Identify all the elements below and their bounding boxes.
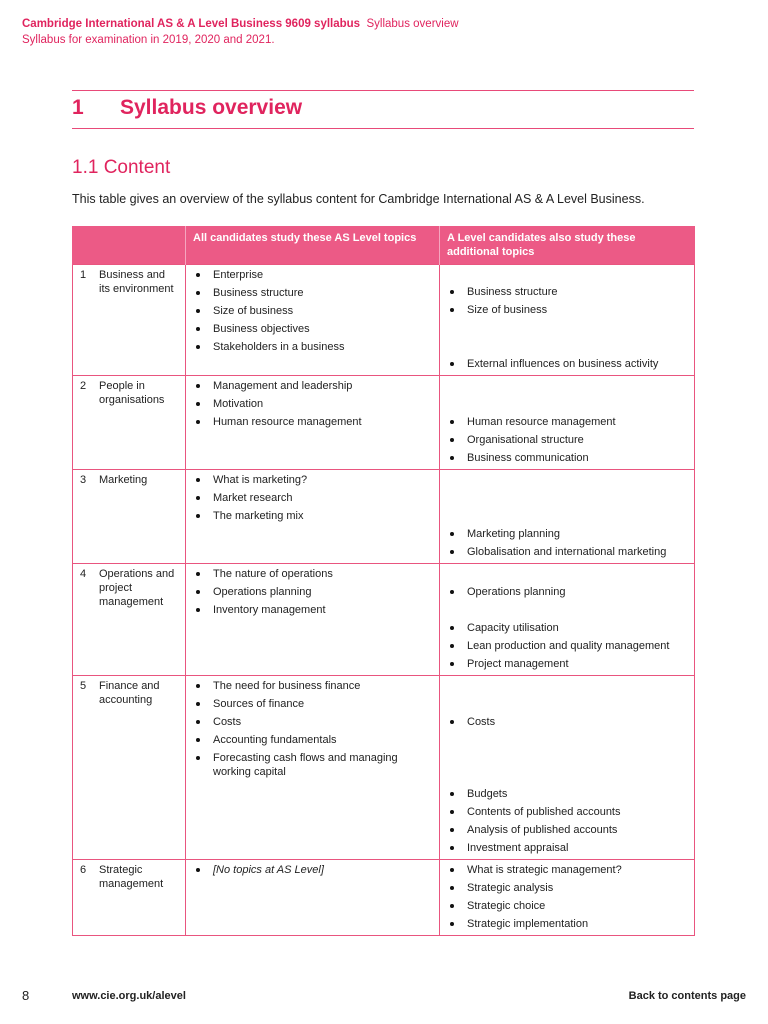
header-exam-years: Syllabus for examination in 2019, 2020 and 2021. <box>22 34 275 46</box>
as-topic-item: Operations planning <box>193 585 432 599</box>
as-topic-item: Accounting fundamentals <box>193 733 432 747</box>
a-level-topic-item: Budgets <box>447 787 687 801</box>
table-row <box>73 676 695 860</box>
as-topic-item: Human resource management <box>193 415 432 429</box>
topic-number: 1 <box>80 269 87 281</box>
as-topics-cell <box>186 860 440 936</box>
syllabus-table <box>72 226 695 936</box>
intro-paragraph: This table gives an overview of the syllabus content for Cambridge International AS & A Level Business. <box>72 192 645 206</box>
a-level-topic-item: Business communication <box>447 451 687 465</box>
as-topic-item: Business objectives <box>193 322 432 336</box>
table-row <box>73 470 695 564</box>
header-cell-topic <box>73 226 186 265</box>
back-to-contents-link[interactable]: Back to contents page <box>628 990 746 1002</box>
a-level-topics-cell <box>440 470 695 564</box>
topic-number: 2 <box>80 380 87 392</box>
table-row <box>73 564 695 676</box>
as-topic-item: Sources of finance <box>193 697 432 711</box>
header-section-name: Syllabus overview <box>366 18 459 30</box>
a-level-topic-item: Globalisation and international marketing <box>447 545 687 559</box>
a-level-topic-item: Size of business <box>447 303 687 317</box>
running-header <box>22 16 459 48</box>
topic-cell <box>73 265 186 376</box>
as-topic-item: The marketing mix <box>193 509 432 523</box>
topic-name: Finance and accounting <box>99 680 160 706</box>
as-topics-cell <box>186 470 440 564</box>
page-title <box>72 96 302 120</box>
topic-number: 4 <box>80 568 87 580</box>
as-topic-item: Management and leadership <box>193 379 432 393</box>
a-level-topic-item: Investment appraisal <box>447 841 687 855</box>
table-row <box>73 376 695 470</box>
website-link[interactable]: www.cie.org.uk/alevel <box>72 990 186 1002</box>
a-level-topic-item: Operations planning <box>447 585 687 599</box>
table-header-row <box>73 226 695 265</box>
header-cell-as-level: All candidates study these AS Level topics <box>186 226 440 265</box>
a-level-topics-cell <box>440 564 695 676</box>
topic-cell <box>73 676 186 860</box>
a-level-topics-cell <box>440 676 695 860</box>
a-level-topic-item: Contents of published accounts <box>447 805 687 819</box>
subsection-title: 1.1 Content <box>72 157 171 178</box>
a-level-topic-item: Lean production and quality management <box>447 639 687 653</box>
a-level-topics-cell <box>440 376 695 470</box>
a-level-topic-item: Organisational structure <box>447 433 687 447</box>
as-topics-cell <box>186 676 440 860</box>
as-topic-item: The nature of operations <box>193 567 432 581</box>
as-topic-item: [No topics at AS Level] <box>193 863 432 877</box>
topic-cell <box>73 470 186 564</box>
table-row <box>73 860 695 936</box>
section-title-text: Syllabus overview <box>120 96 303 119</box>
topic-name: Marketing <box>99 474 148 486</box>
page-number: 8 <box>22 988 30 1003</box>
as-topic-item: Market research <box>193 491 432 505</box>
topic-cell <box>73 860 186 936</box>
a-level-topic-item: What is strategic management? <box>447 863 687 877</box>
title-rule-top <box>72 90 694 91</box>
as-topic-item: Forecasting cash flows and managing working capital <box>193 751 432 779</box>
topic-name: Business and its environment <box>99 269 174 295</box>
topic-number: 5 <box>80 680 87 692</box>
as-topic-item: Inventory management <box>193 603 432 617</box>
topic-cell <box>73 564 186 676</box>
header-syllabus-title: Cambridge International AS & A Level Business 9609 syllabus <box>22 18 361 30</box>
topic-number: 3 <box>80 474 87 486</box>
as-topics-cell <box>186 564 440 676</box>
a-level-topics-cell <box>440 265 695 376</box>
as-topic-item: Motivation <box>193 397 432 411</box>
a-level-topic-item: Human resource management <box>447 415 687 429</box>
section-number: 1 <box>72 96 84 119</box>
a-level-topic-item: Business structure <box>447 285 687 299</box>
as-topic-item: Enterprise <box>193 268 432 282</box>
topic-name: Strategic management <box>99 864 164 890</box>
as-topics-cell <box>186 376 440 470</box>
topic-name: People in organisations <box>99 380 165 406</box>
as-topics-cell <box>186 265 440 376</box>
as-topic-item: Size of business <box>193 304 432 318</box>
a-level-topic-item: Project management <box>447 657 687 671</box>
a-level-topics-cell <box>440 860 695 936</box>
as-topic-item: The need for business finance <box>193 679 432 693</box>
topic-cell <box>73 376 186 470</box>
as-topic-item: What is marketing? <box>193 473 432 487</box>
title-rule-bottom <box>72 128 694 129</box>
as-topic-item: Costs <box>193 715 432 729</box>
as-topic-item: Stakeholders in a business <box>193 340 432 354</box>
as-topic-item: Business structure <box>193 286 432 300</box>
a-level-topic-item: Marketing planning <box>447 527 687 541</box>
a-level-topic-item: Costs <box>447 715 687 729</box>
a-level-topic-item: Strategic choice <box>447 899 687 913</box>
topic-number: 6 <box>80 864 87 876</box>
table-row <box>73 265 695 376</box>
header-cell-a-level: A Level candidates also study these additional topics <box>440 226 695 265</box>
topic-name: Operations and project management <box>99 568 175 608</box>
a-level-topic-item: Strategic analysis <box>447 881 687 895</box>
a-level-topic-item: External influences on business activity <box>447 357 687 371</box>
a-level-topic-item: Strategic implementation <box>447 917 687 931</box>
a-level-topic-item: Analysis of published accounts <box>447 823 687 837</box>
a-level-topic-item: Capacity utilisation <box>447 621 687 635</box>
